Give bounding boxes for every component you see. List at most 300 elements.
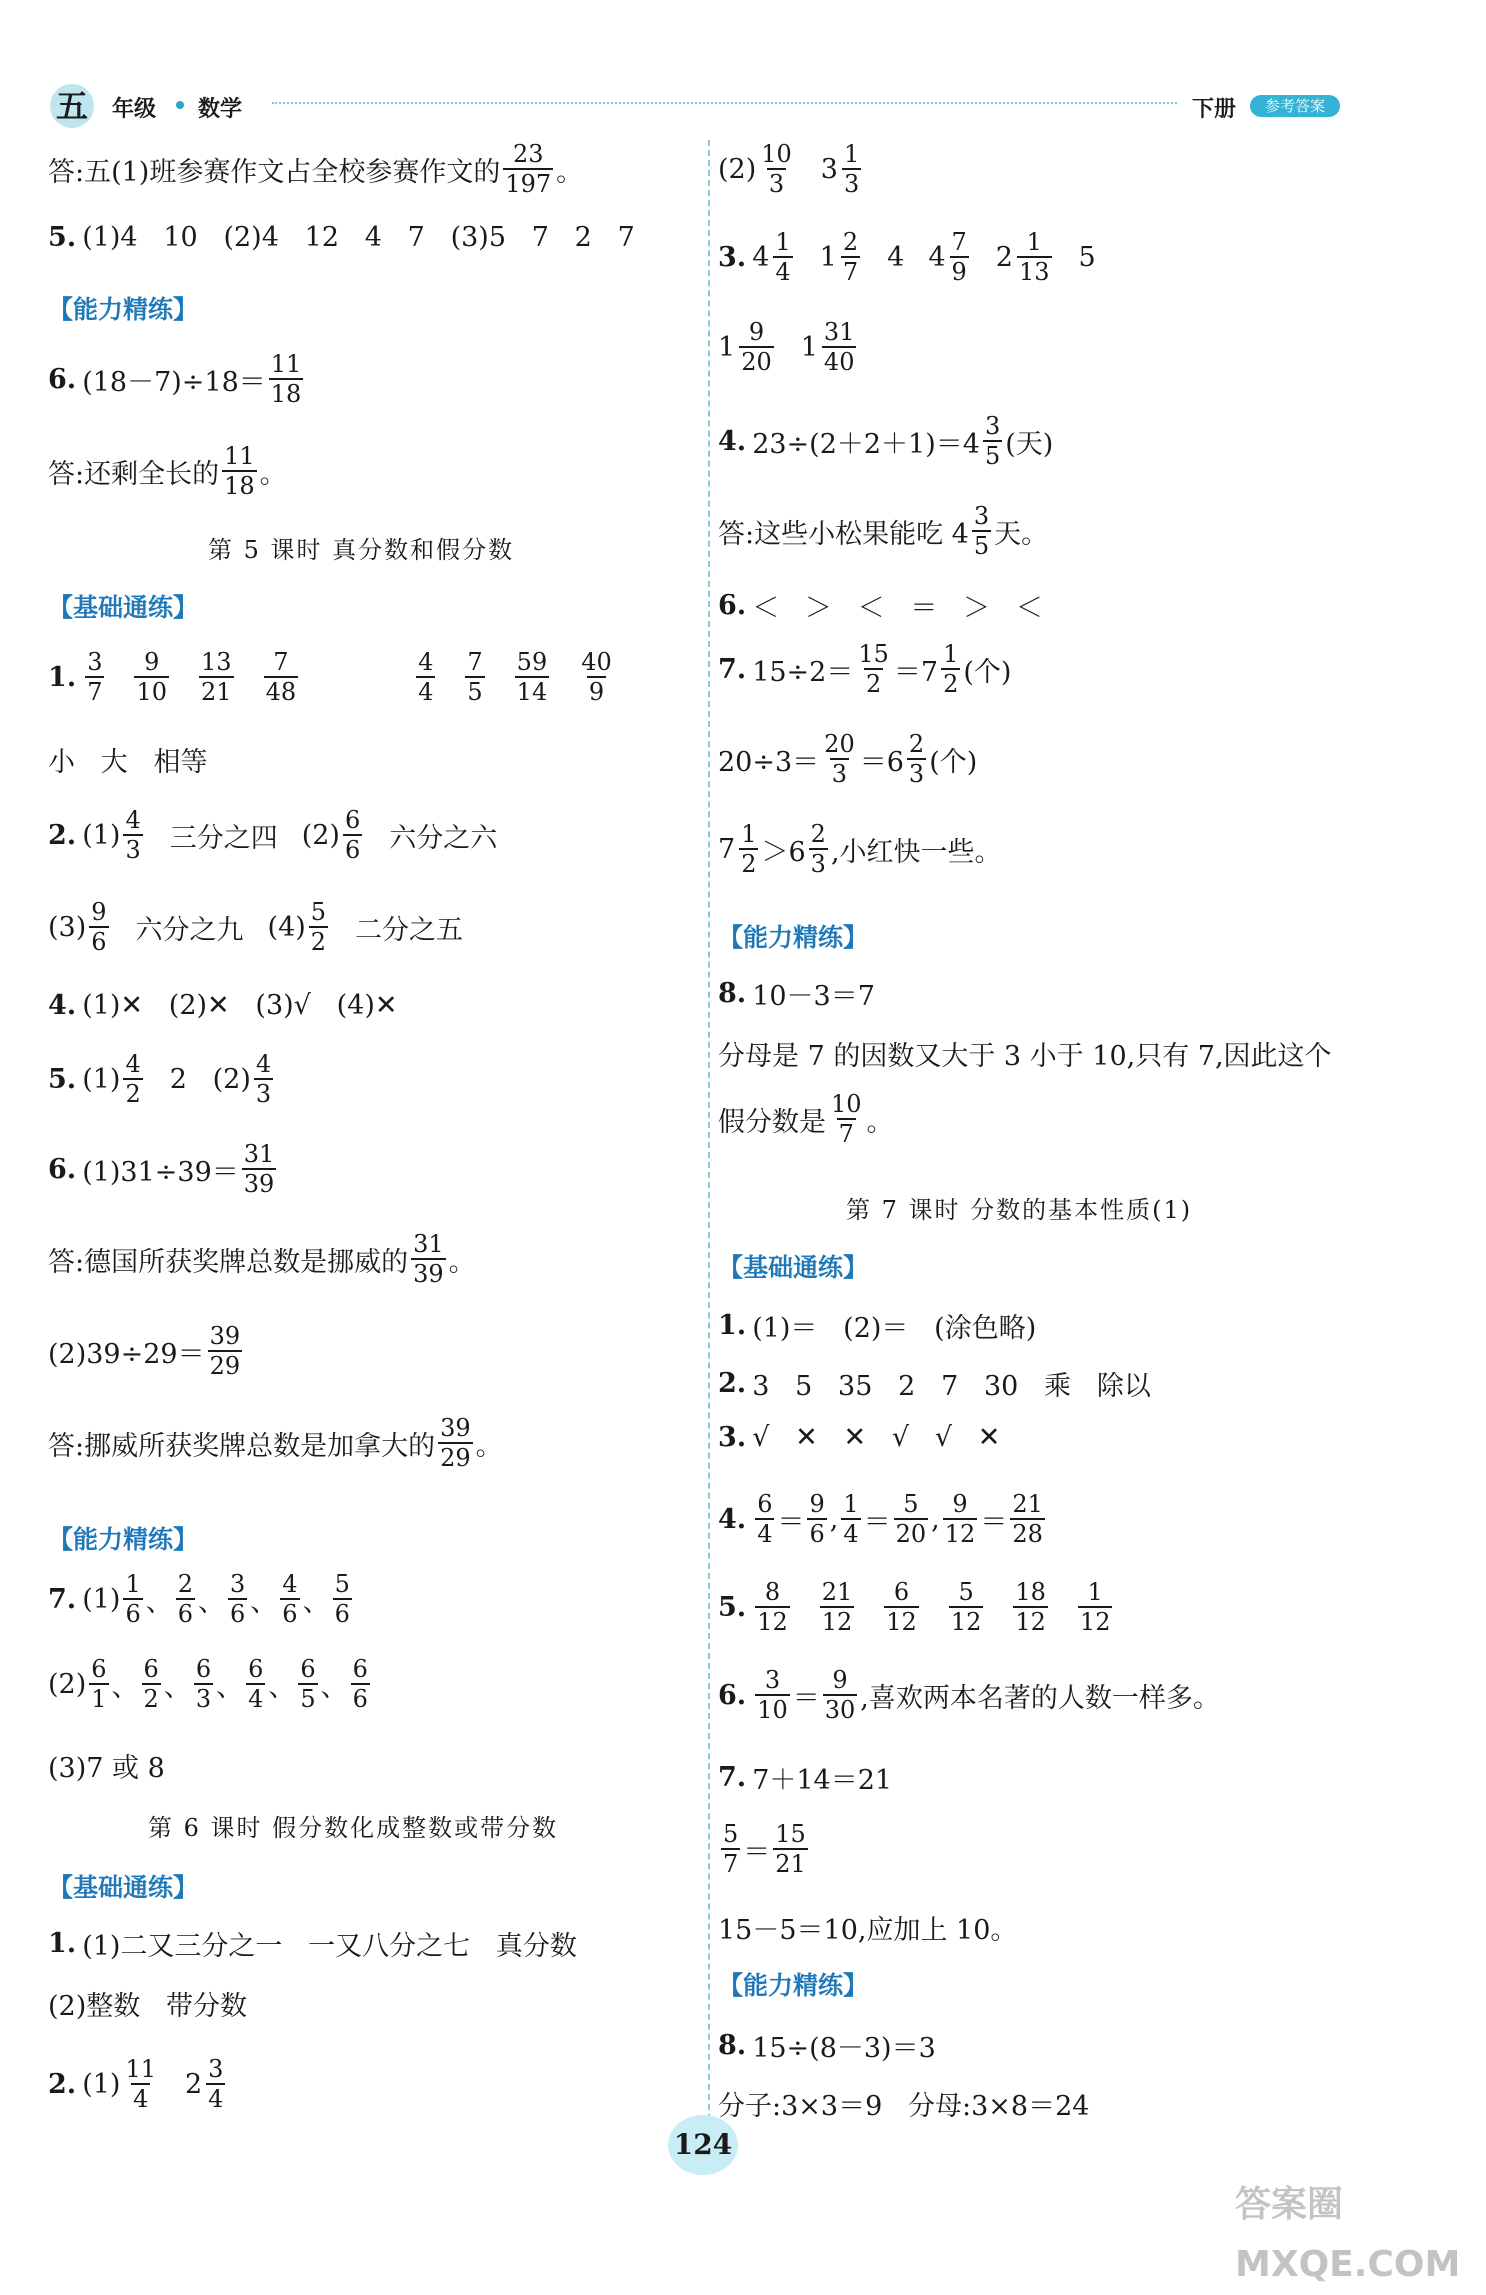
numerator: 3 — [208, 2055, 224, 2083]
numerator: 15 — [858, 640, 889, 668]
numerator: 21 — [821, 1578, 853, 1606]
fraction — [949, 1578, 984, 1636]
fraction — [123, 1050, 142, 1108]
denominator: 3 — [125, 836, 141, 864]
denominator: 4 — [757, 1520, 773, 1548]
equation: ＝7 — [893, 656, 939, 688]
numerator: 4 — [125, 1050, 141, 1078]
numerator: 2 — [810, 820, 826, 848]
right-c2 — [718, 1364, 1151, 1403]
answer-text: 答:五(1)班参赛作文占全校参赛作文的 — [48, 156, 501, 188]
left-q6-2-answer — [48, 1414, 503, 1472]
left-q1 — [48, 648, 617, 706]
denominator: 6 — [282, 1600, 298, 1628]
fraction — [739, 318, 774, 376]
denominator: 7 — [723, 1850, 739, 1878]
section-heading: 【能力精练】 — [718, 1971, 869, 2000]
fraction — [1010, 1490, 1045, 1548]
question-number: 4. — [48, 990, 77, 1021]
equation: 7＋14＝21 — [752, 1765, 893, 1796]
denominator: 6 — [125, 1600, 141, 1628]
numerator: 1 — [1087, 1578, 1103, 1606]
numerator: 6 — [143, 1655, 159, 1683]
numerator: 40 — [581, 648, 612, 676]
numerator: 7 — [951, 228, 967, 256]
mixed-integer: 1 — [718, 331, 736, 363]
answer-text: ＜ ＞ ＜ ＝ ＞ ＜ — [752, 593, 1043, 624]
unit: (个) — [963, 656, 1012, 688]
fraction — [829, 1090, 864, 1148]
denominator: 12 — [950, 1608, 982, 1636]
question-number: 6. — [48, 1153, 77, 1185]
sub-label: (2) — [48, 1668, 87, 1700]
denominator: 2 — [943, 670, 959, 698]
answer-text: 三分之四 — [169, 822, 278, 854]
fraction — [85, 648, 104, 706]
left-r1 — [48, 1924, 577, 1963]
question-number: 6. — [48, 363, 77, 395]
numerator: 2 — [908, 730, 925, 758]
question-number: 8. — [718, 2030, 747, 2061]
numerator: 10 — [831, 1090, 862, 1118]
left-q7-b: (2) $\frac{6}{1}$ 、 $\frac{6}{2}$ 、 $\frac{6}{3}$ 、 $\frac{6}{4}$ 、 $\frac{6}{5}$ 、 $\frac{6}{6}$ — [48, 1655, 368, 1713]
numerator: 5 — [958, 1578, 974, 1606]
fraction — [123, 1570, 142, 1628]
unit: (天) — [1005, 428, 1054, 460]
denominator: 7 — [838, 1120, 854, 1148]
mixed-integer: 3 — [820, 153, 838, 185]
mixed-integer: 1 — [819, 241, 837, 273]
left-line-5 — [48, 222, 635, 253]
fraction — [465, 648, 484, 706]
numerator: 6 — [893, 1578, 910, 1606]
right-q7 — [718, 640, 1011, 698]
numerator: 6 — [248, 1655, 264, 1683]
question-number: 1. — [718, 1310, 747, 1341]
numerator: 6 — [300, 1655, 316, 1683]
fraction — [89, 898, 108, 956]
numerator: 4 — [418, 648, 434, 676]
fraction — [242, 1140, 277, 1198]
numerator: 11 — [224, 442, 255, 470]
numerator: 1 — [943, 640, 959, 668]
denominator: 10 — [136, 678, 168, 706]
right-a — [718, 140, 864, 198]
numerator: 8 — [764, 1578, 781, 1606]
fraction — [1078, 1578, 1113, 1636]
fraction — [856, 640, 891, 698]
fraction — [222, 442, 257, 500]
equation: (2)39÷29＝ — [48, 1338, 205, 1370]
denominator: 5 — [467, 678, 483, 706]
answer-text: 答:德国所获奖牌总数是挪威的 — [48, 1246, 409, 1278]
numerator: 11 — [270, 350, 302, 378]
fraction — [1017, 228, 1052, 286]
numerator: 4 — [282, 1570, 298, 1598]
mixed-integer: 7 — [718, 833, 736, 865]
denominator: 2 — [865, 670, 882, 698]
sub-label: (1) — [82, 819, 121, 851]
answer-text: 2 (2) — [169, 1063, 251, 1095]
left-q2 — [48, 806, 497, 864]
fraction — [411, 1230, 446, 1288]
right-c3 — [718, 1422, 1000, 1453]
denominator: 2 — [125, 1080, 141, 1108]
numerator: 13 — [201, 648, 232, 676]
answer-text: 答:挪威所获奖牌总数是加拿大的 — [48, 1430, 436, 1462]
question-number: 7. — [48, 1583, 77, 1615]
punct: 。 — [475, 1430, 503, 1462]
denominator: 29 — [440, 1444, 471, 1472]
answer-tag: 参考答案 — [1250, 95, 1340, 117]
equation: 15÷(8－3)＝3 — [752, 2033, 936, 2064]
lesson-title: 第 7 课时 分数的基本性质(1) — [846, 1196, 1193, 1224]
numerator: 9 — [809, 1490, 825, 1518]
denominator: 40 — [823, 348, 855, 376]
right-c7-c: 15－5＝10,应加上 10。 — [718, 1915, 1018, 1946]
numerator: 9 — [91, 898, 107, 926]
fraction — [343, 806, 362, 864]
fraction — [807, 1490, 826, 1548]
denominator: 6 — [352, 1685, 368, 1713]
denominator: 39 — [243, 1170, 275, 1198]
fraction — [773, 228, 792, 286]
fraction — [907, 730, 926, 788]
fraction — [333, 1570, 352, 1628]
header-dot — [176, 101, 184, 109]
fraction — [280, 1570, 299, 1628]
denominator: 20 — [895, 1520, 927, 1548]
fraction — [894, 1490, 929, 1548]
answer-text: 六分之六 — [389, 822, 498, 854]
answer-text: 答:还剩全长的 — [48, 458, 220, 490]
numerator: 3 — [87, 648, 103, 676]
denominator: 12 — [1015, 1608, 1046, 1636]
denominator: 4 — [133, 2085, 149, 2113]
numerator: 39 — [209, 1322, 241, 1350]
fraction — [841, 1490, 860, 1548]
denominator: 9 — [588, 678, 605, 706]
fraction — [950, 228, 969, 286]
denominator: 7 — [842, 258, 859, 286]
fraction — [438, 1414, 473, 1472]
question-number: 5. — [718, 1591, 747, 1623]
question-number: 5. — [48, 1063, 77, 1095]
left-q7-c: (3)7 或 8 — [48, 1753, 165, 1784]
answer-text: ,喜欢两本名著的人数一样多。 — [860, 1682, 1220, 1714]
section-heading: 【能力精练】 — [718, 923, 869, 952]
left-line-6 — [48, 350, 306, 408]
denominator: 28 — [1012, 1520, 1043, 1548]
punct: 天。 — [994, 518, 1049, 550]
right-c1 — [718, 1306, 1036, 1345]
numerator: 31 — [243, 1140, 275, 1168]
answer-text: (1)4 10 (2)4 12 4 7 (3)5 7 2 7 — [82, 222, 635, 253]
denominator: 6 — [334, 1600, 350, 1628]
fraction — [755, 1578, 790, 1636]
question-number: 7. — [718, 653, 747, 685]
denominator: 6 — [344, 836, 361, 864]
denominator: 3 — [255, 1080, 272, 1108]
numerator: 5 — [334, 1570, 350, 1598]
left-q7: 7. (1) $\frac{1}{6}$ 、 $\frac{2}{6}$ 、 $\frac{3}{6}$ 、 $\frac{4}{6}$ 、 $\frac{5}{6}$ — [48, 1570, 350, 1628]
fraction — [298, 1655, 317, 1713]
equation: (18－7)÷18＝ — [82, 366, 266, 398]
answer-value: 4 — [887, 241, 905, 273]
section-heading: 【基础通练】 — [48, 1873, 199, 1902]
punct: 。 — [866, 1106, 894, 1138]
fraction — [416, 648, 435, 706]
numerator: 5 — [723, 1820, 739, 1848]
mixed-integer: 4 — [928, 241, 946, 273]
denominator: 29 — [209, 1352, 241, 1380]
numerator: 2 — [177, 1570, 193, 1598]
fraction — [842, 140, 861, 198]
right-q3-b — [718, 318, 859, 376]
right-q7-b — [718, 730, 977, 788]
fraction — [208, 1322, 243, 1380]
fraction — [123, 806, 142, 864]
fraction — [206, 2055, 225, 2113]
numerator: 15 — [775, 1820, 806, 1848]
grade-badge: 五 — [50, 84, 94, 128]
right-c8-line2: 分子:3×3＝9 分母:3×8＝24 — [718, 2091, 1090, 2122]
numerator: 7 — [273, 648, 289, 676]
denominator: 5 — [300, 1685, 316, 1713]
numerator: 5 — [903, 1490, 919, 1518]
fraction — [264, 648, 299, 706]
page-header — [0, 0, 1486, 140]
question-number: 4. — [718, 425, 747, 457]
equation: (1)31÷39＝ — [82, 1156, 239, 1188]
numerator: 21 — [1012, 1490, 1043, 1518]
question-number: 7. — [718, 1762, 747, 1793]
equation: 20÷3＝ — [718, 746, 820, 778]
denominator: 4 — [248, 1685, 264, 1713]
right-q6 — [718, 586, 1043, 625]
numerator: 9 — [832, 1666, 848, 1694]
right-c6: 6. $\frac{3}{10}$ ＝ $\frac{9}{30}$ ,喜欢两本名著的人数一样多。 — [718, 1666, 1220, 1724]
fraction — [773, 1820, 808, 1878]
denominator: 13 — [1018, 258, 1050, 286]
fraction — [123, 2055, 158, 2113]
numerator: 23 — [512, 140, 544, 168]
numerator: 1 — [843, 140, 860, 168]
left-q1-line2: 小 大 相等 — [48, 747, 208, 778]
lesson-title: 第 6 课时 假分数化成整数或带分数 — [148, 1814, 559, 1842]
left-r1-b: (2)整数 带分数 — [48, 1991, 247, 2022]
question-number: 2. — [48, 819, 77, 851]
fraction — [351, 1655, 370, 1713]
right-q8-line2: 分母是 7 的因数又大于 3 小于 10,只有 7,因此这个 — [718, 1041, 1332, 1072]
denominator: 4 — [208, 2085, 224, 2113]
numerator: 1 — [125, 1570, 141, 1598]
denominator: 3 — [908, 760, 925, 788]
question-number: 6. — [718, 590, 747, 621]
fraction — [194, 1655, 213, 1713]
equation: 10－3＝7 — [752, 981, 875, 1012]
fraction — [89, 1655, 108, 1713]
fraction — [246, 1655, 265, 1713]
fraction — [841, 228, 860, 286]
fraction — [755, 1666, 790, 1724]
section-heading: 【基础通练】 — [48, 593, 199, 622]
fraction — [579, 648, 614, 706]
sub-label: (1) — [82, 2068, 121, 2100]
section-heading: 【能力精练】 — [48, 1525, 199, 1554]
fraction — [1013, 1578, 1048, 1636]
denominator: 30 — [824, 1696, 856, 1724]
equation: 23÷(2＋2＋1)＝4 — [752, 428, 980, 460]
denominator: 14 — [516, 678, 548, 706]
right-c7-b: $\frac{5}{7}$ ＝ $\frac{15}{21}$ — [723, 1820, 806, 1878]
numerator: 3 — [230, 1570, 246, 1598]
numerator: 4 — [125, 806, 141, 834]
fraction — [176, 1570, 195, 1628]
numerator: 3 — [764, 1666, 781, 1694]
fraction — [309, 898, 328, 956]
numerator: 6 — [195, 1655, 212, 1683]
answer-text: (1)二又三分之一 一又八分之七 真分数 — [82, 1931, 577, 1962]
numerator: 6 — [91, 1655, 107, 1683]
denominator: 2 — [741, 850, 757, 878]
fraction — [142, 1655, 161, 1713]
left-line-1 — [48, 140, 583, 198]
punct: 。 — [448, 1246, 476, 1278]
numerator: 18 — [1015, 1578, 1046, 1606]
numerator: 10 — [761, 140, 792, 168]
numerator: 9 — [144, 648, 160, 676]
numerator: 1 — [843, 1490, 859, 1518]
denominator: 12 — [757, 1608, 788, 1636]
denominator: 12 — [886, 1608, 917, 1636]
fraction — [820, 1578, 855, 1636]
answer-value: 5 — [1078, 241, 1096, 273]
numerator: 1 — [775, 228, 791, 256]
numerator: 5 — [310, 898, 327, 926]
mixed-integer: 1 — [800, 331, 818, 363]
denominator: 6 — [91, 928, 107, 956]
question-number: 3. — [718, 1422, 747, 1453]
question-number: 5. — [48, 222, 77, 253]
numerator: 11 — [125, 2055, 156, 2083]
fraction — [254, 1050, 273, 1108]
left-q6 — [48, 1140, 279, 1198]
left-q6-answer — [48, 1230, 476, 1288]
grade-label: 年级 — [112, 97, 157, 122]
numerator: 9 — [748, 318, 765, 346]
answer-text: (1)✕ (2)✕ (3)√ (4)✕ — [82, 990, 398, 1021]
denominator: 20 — [741, 348, 772, 376]
punct: 。 — [556, 156, 584, 188]
answer-text: 六分之九 — [135, 914, 244, 946]
numerator: 3 — [973, 502, 990, 530]
answer-text: 二分之五 — [355, 914, 464, 946]
denominator: 21 — [201, 678, 232, 706]
right-q3 — [718, 228, 1096, 286]
right-c5 — [718, 1578, 1115, 1636]
denominator: 4 — [418, 678, 434, 706]
question-number: 2. — [718, 1368, 747, 1399]
volume-label: 下册 — [1192, 97, 1237, 122]
watermark-logo: 答案圈 MXQE.COM — [1235, 2184, 1461, 2285]
header-rule — [272, 102, 1177, 104]
lesson-title: 第 5 课时 真分数和假分数 — [208, 536, 515, 564]
fraction — [983, 412, 1002, 470]
numerator: 1 — [741, 820, 757, 848]
sub-label: (2) — [718, 153, 757, 185]
sub-label: (2) — [301, 819, 340, 851]
equation: 15÷2＝ — [752, 656, 854, 688]
fraction — [759, 140, 794, 198]
denominator: 12 — [821, 1608, 853, 1636]
left-q5 — [48, 1050, 276, 1108]
denominator: 39 — [413, 1260, 444, 1288]
numerator: 3 — [984, 412, 1001, 440]
question-number: 4. — [718, 1503, 747, 1535]
punct: 。 — [259, 458, 287, 490]
right-q7-c — [718, 820, 1002, 878]
right-q8-line3 — [718, 1090, 894, 1148]
numerator: 4 — [255, 1050, 272, 1078]
denominator: 6 — [177, 1600, 193, 1628]
denominator: 12 — [944, 1520, 976, 1548]
denominator: 3 — [195, 1685, 212, 1713]
right-q8 — [718, 974, 875, 1013]
right-c4: 4. $\frac{6}{4}$ ＝ $\frac{9}{6}$ , $\frac{1}{4}$ ＝ $\frac{5}{20}$ , $\frac{9}{12}$ ＝ $\frac{21}{28}$ — [718, 1490, 1043, 1548]
fraction — [739, 820, 758, 878]
denominator: 4 — [843, 1520, 859, 1548]
column-divider — [708, 140, 710, 2160]
fraction — [134, 648, 169, 706]
denominator: 3 — [831, 760, 848, 788]
right-q4 — [718, 412, 1053, 470]
answer-text: 答:这些小松果能吃 4 — [718, 518, 969, 550]
question-number: 1. — [48, 1928, 77, 1959]
question-number: 3. — [718, 241, 747, 273]
mixed-integer: 2 — [995, 241, 1013, 273]
fraction — [755, 1490, 774, 1548]
question-number: 6. — [718, 1679, 747, 1711]
fraction — [269, 350, 304, 408]
numerator: 39 — [440, 1414, 471, 1442]
numerator: 59 — [516, 648, 548, 676]
answer-text: (1)＝ (2)＝ (涂色略) — [752, 1313, 1037, 1344]
fraction — [972, 502, 991, 560]
right-c8 — [718, 2026, 936, 2065]
numerator: 7 — [467, 648, 483, 676]
unit: (个) — [929, 746, 978, 778]
sub-label: (4) — [267, 911, 306, 943]
subject-label: 数学 — [198, 97, 243, 122]
denominator: 12 — [1079, 1608, 1111, 1636]
numerator: 6 — [757, 1490, 773, 1518]
sub-label: (3) — [48, 911, 87, 943]
fraction — [943, 1490, 978, 1548]
section-heading: 【基础通练】 — [718, 1253, 869, 1282]
denominator: 6 — [230, 1600, 246, 1628]
denominator: 21 — [775, 1850, 806, 1878]
mixed-integer: 4 — [752, 241, 770, 273]
denominator: 9 — [951, 258, 967, 286]
fraction — [721, 1820, 740, 1878]
denominator: 7 — [87, 678, 103, 706]
numerator: 20 — [824, 730, 855, 758]
denominator: 5 — [973, 532, 990, 560]
numerator: 6 — [344, 806, 361, 834]
denominator: 18 — [224, 472, 255, 500]
left-q6-2 — [48, 1322, 245, 1380]
